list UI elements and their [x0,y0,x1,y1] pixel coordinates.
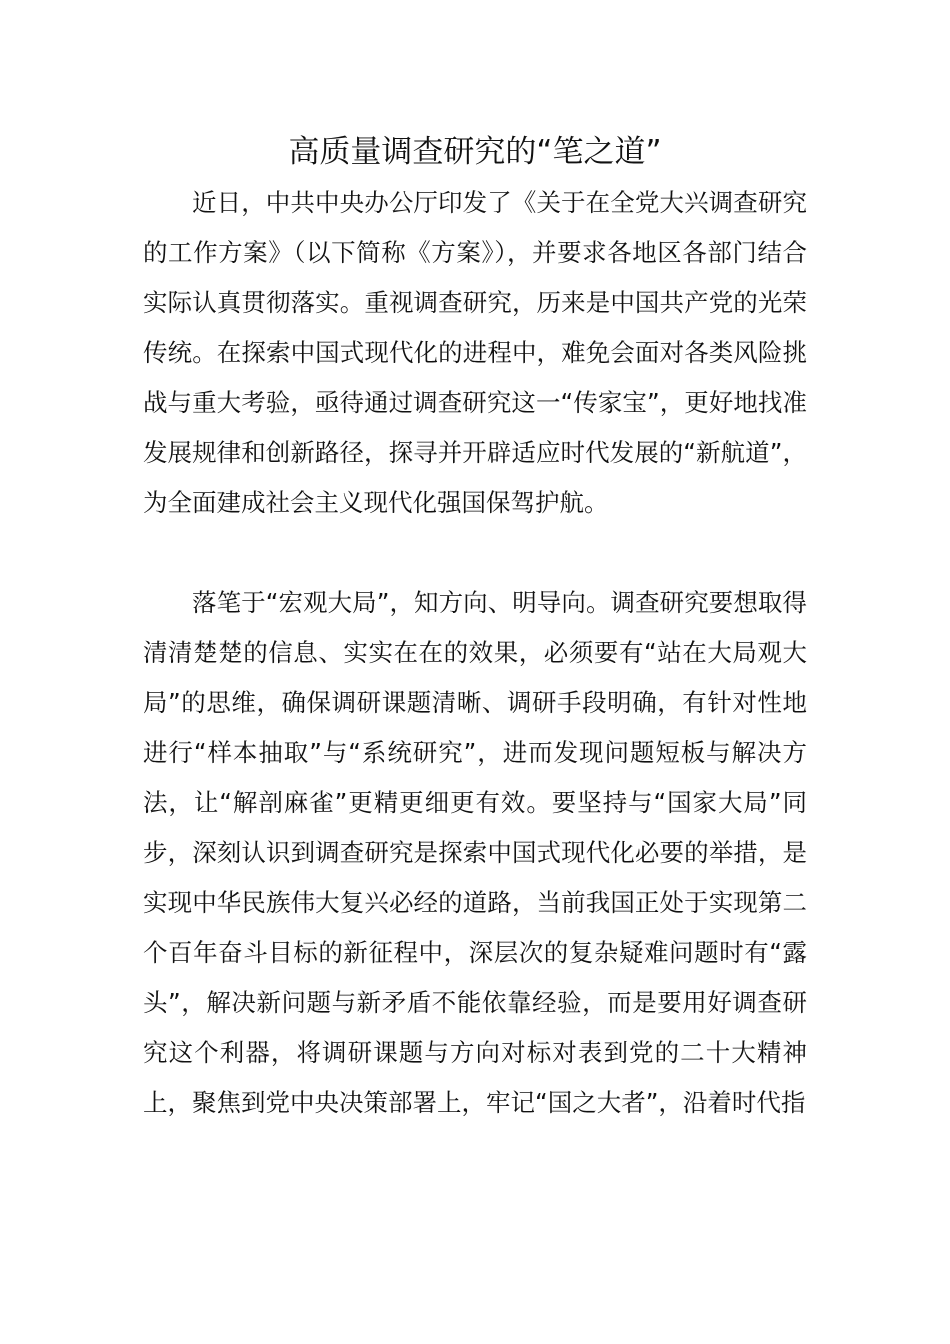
paragraph-2: 落笔于“宏观大局”，知方向、明导向。调查研究要想取得清清楚楚的信息、实实在在的效果，必须要有“站在大局观大局”的思维，确保调研课题清晰、调研手段明确，有针对性地进行“样本抽取”与“系统研究”，进而发现问题短板与解决方法，让“解剖麻雀”更精更细更有效。要坚持与“国家大局”同步，深刻认识到调查研究是探索中国式现代化必要的举措，是实现中华民族伟大复兴必经的道路，当前我国正处于实现第二个百年奋斗目标的新征程中，深层次的复杂疑难问题时有“露头”，解决新问题与新矛盾不能依靠经验，而是要用好调查研究这个利器，将调研课题与方向对标对表到党的二十大精神上，聚焦到党中央决策部署上，牢记“国之大者”，沿着时代指 [143,588,807,1117]
paragraph-1: 近日，中共中央办公厅印发了《关于在全党大兴调查研究的工作方案》（以下简称《方案》），并要求各地区各部门结合实际认真贯彻落实。重视调查研究，历来是中国共产党的光荣传统。在探索中国式现代化的进程中，难免会面对各类风险挑战与重大考验，亟待通过调查研究这一“传家宝”，更好地找准发展规律和创新路径，探寻并开辟适应时代发展的“新航道”，为全面建成社会主义现代化强国保驾护航。 [143,188,807,517]
document-body [143,178,807,1128]
document-title: 高质量调查研究的“笔之道” [288,134,662,170]
